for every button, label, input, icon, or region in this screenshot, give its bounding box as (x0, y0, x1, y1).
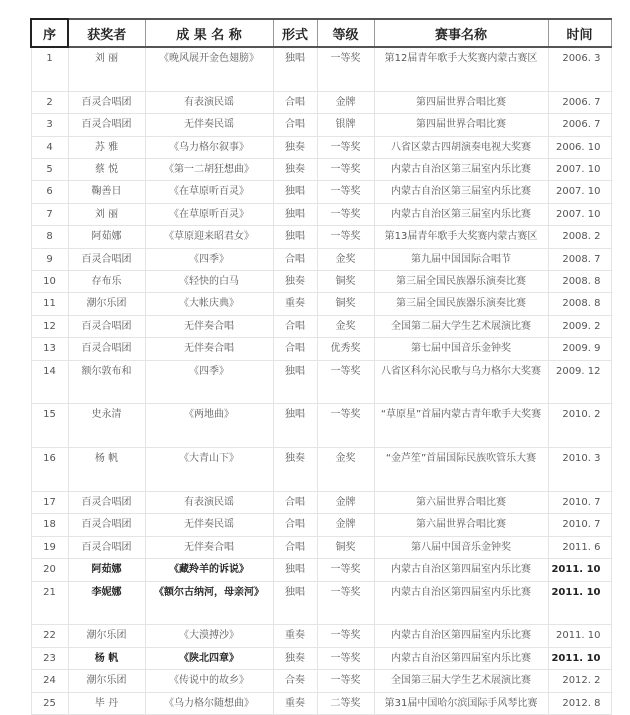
table-row (31, 315, 611, 337)
cell-form: 独唱 (273, 47, 317, 91)
cell-event: 内蒙古自治区第四届室内乐比赛 (374, 559, 548, 581)
cell-no: 1 (31, 47, 68, 91)
cell-form: 独唱 (273, 404, 317, 448)
cell-event: 内蒙古自治区第三届室内乐比赛 (374, 203, 548, 225)
cell-level: 一等奖 (317, 404, 374, 448)
table-row (31, 203, 611, 225)
table-row (31, 248, 611, 270)
cell-event: 第六届世界合唱比赛 (374, 492, 548, 514)
cell-no: 23 (31, 647, 68, 669)
cell-event: 内蒙古自治区第三届室内乐比赛 (374, 181, 548, 203)
table-row (31, 293, 611, 315)
cell-no: 16 (31, 448, 68, 492)
cell-form: 独唱 (273, 226, 317, 248)
cell-no: 17 (31, 492, 68, 514)
cell-form: 合唱 (273, 338, 317, 360)
table-row (31, 404, 611, 448)
cell-time: 2011. 10 (548, 559, 611, 581)
cell-time: 2006. 7 (548, 91, 611, 113)
cell-work: 《在草原听百灵》 (145, 181, 273, 203)
header-seq: 序 (31, 19, 68, 47)
cell-time: 2010. 2 (548, 404, 611, 448)
cell-level: 铜奖 (317, 536, 374, 558)
table-row (31, 559, 611, 581)
table-row (31, 136, 611, 158)
cell-event: 全国第三届大学生艺术展演比赛 (374, 670, 548, 692)
table-row (31, 271, 611, 293)
cell-no: 15 (31, 404, 68, 448)
header-time: 时间 (548, 19, 611, 47)
cell-form: 独唱 (273, 181, 317, 203)
cell-no: 7 (31, 203, 68, 225)
cell-event: 第六届世界合唱比赛 (374, 514, 548, 536)
cell-work: 无伴奏民谣 (145, 114, 273, 136)
header-work: 成 果 名 称 (145, 19, 273, 47)
cell-form: 合唱 (273, 91, 317, 113)
cell-winner: 潮尔乐团 (68, 670, 145, 692)
cell-level: 一等奖 (317, 47, 374, 91)
cell-event: “草原星”首届内蒙古青年歌手大奖赛 (374, 404, 548, 448)
table-body (31, 47, 611, 715)
cell-no: 20 (31, 559, 68, 581)
cell-work: 《四季》 (145, 360, 273, 404)
cell-form: 重奏 (273, 293, 317, 315)
cell-time: 2010. 7 (548, 492, 611, 514)
cell-work: 《乌力格尔叙事》 (145, 136, 273, 158)
cell-level: 一等奖 (317, 647, 374, 669)
cell-work: 无伴奏民谣 (145, 514, 273, 536)
cell-no: 9 (31, 248, 68, 270)
cell-winner: 杨 帆 (68, 647, 145, 669)
cell-form: 合唱 (273, 315, 317, 337)
cell-level: 金牌 (317, 91, 374, 113)
cell-time: 2011. 10 (548, 581, 611, 625)
cell-level: 一等奖 (317, 559, 374, 581)
cell-no: 3 (31, 114, 68, 136)
table-row (31, 159, 611, 181)
cell-level: 二等奖 (317, 692, 374, 714)
cell-winner: 鞠善日 (68, 181, 145, 203)
cell-winner: 百灵合唱团 (68, 114, 145, 136)
cell-time: 2008. 2 (548, 226, 611, 248)
cell-event: 内蒙古自治区第四届室内乐比赛 (374, 625, 548, 647)
cell-form: 独奏 (273, 271, 317, 293)
cell-no: 4 (31, 136, 68, 158)
cell-work: 无伴奏合唱 (145, 338, 273, 360)
cell-level: 铜奖 (317, 293, 374, 315)
cell-no: 25 (31, 692, 68, 714)
cell-work: 《草原迎来昭君女》 (145, 226, 273, 248)
cell-event: 内蒙古自治区第四届室内乐比赛 (374, 581, 548, 625)
cell-form: 合唱 (273, 514, 317, 536)
cell-no: 13 (31, 338, 68, 360)
cell-event: 八省区科尔沁民歌与乌力格尔大奖赛 (374, 360, 548, 404)
cell-form: 独奏 (273, 136, 317, 158)
cell-no: 5 (31, 159, 68, 181)
cell-event: 第31届中国哈尔滨国际手风琴比赛 (374, 692, 548, 714)
cell-work: 有表演民谣 (145, 91, 273, 113)
cell-winner: 百灵合唱团 (68, 315, 145, 337)
cell-form: 独唱 (273, 360, 317, 404)
cell-event: 八省区蒙古四胡演奏电视大奖赛 (374, 136, 548, 158)
cell-event: 第四届世界合唱比赛 (374, 114, 548, 136)
cell-work: 《陕北四章》 (145, 647, 273, 669)
cell-winner: 阿茹娜 (68, 559, 145, 581)
cell-no: 21 (31, 581, 68, 625)
cell-level: 优秀奖 (317, 338, 374, 360)
cell-level: 一等奖 (317, 203, 374, 225)
cell-work: 《额尔古纳河，母亲河》 (145, 581, 273, 625)
cell-level: 一等奖 (317, 181, 374, 203)
cell-no: 8 (31, 226, 68, 248)
table-row (31, 91, 611, 113)
cell-no: 18 (31, 514, 68, 536)
cell-winner: 蔡 悦 (68, 159, 145, 181)
cell-event: 内蒙古自治区第三届室内乐比赛 (374, 159, 548, 181)
cell-form: 独唱 (273, 581, 317, 625)
cell-work: 《四季》 (145, 248, 273, 270)
cell-time: 2010. 7 (548, 514, 611, 536)
cell-time: 2006. 7 (548, 114, 611, 136)
cell-work: 《乌力格尔随想曲》 (145, 692, 273, 714)
cell-winner: 百灵合唱团 (68, 248, 145, 270)
cell-event: 第13届青年歌手大奖赛内蒙古赛区 (374, 226, 548, 248)
cell-event: 第九届中国国际合唱节 (374, 248, 548, 270)
cell-form: 重奏 (273, 692, 317, 714)
cell-work: 《大青山下》 (145, 448, 273, 492)
awards-table (30, 18, 612, 715)
cell-winner: 百灵合唱团 (68, 338, 145, 360)
cell-time: 2009. 2 (548, 315, 611, 337)
cell-winner: 百灵合唱团 (68, 91, 145, 113)
cell-form: 独奏 (273, 647, 317, 669)
table-row (31, 448, 611, 492)
cell-no: 2 (31, 91, 68, 113)
cell-winner: 苏 雅 (68, 136, 145, 158)
cell-winner: 潮尔乐团 (68, 625, 145, 647)
cell-work: 《晚风展开金色翅膀》 (145, 47, 273, 91)
cell-work: 《传说中的故乡》 (145, 670, 273, 692)
cell-winner: 百灵合唱团 (68, 536, 145, 558)
table-row (31, 226, 611, 248)
table-row (31, 360, 611, 404)
cell-level: 一等奖 (317, 136, 374, 158)
cell-work: 《两地曲》 (145, 404, 273, 448)
cell-event: 第三届全国民族器乐演奏比赛 (374, 293, 548, 315)
cell-level: 金牌 (317, 492, 374, 514)
cell-work: 《大帐庆典》 (145, 293, 273, 315)
header-event: 赛事名称 (374, 19, 548, 47)
cell-event: “金芦笙”首届国际民族吹管乐大赛 (374, 448, 548, 492)
header-winner: 获奖者 (68, 19, 145, 47)
cell-time: 2008. 8 (548, 271, 611, 293)
cell-level: 一等奖 (317, 159, 374, 181)
cell-level: 一等奖 (317, 581, 374, 625)
cell-event: 全国第二届大学生艺术展演比赛 (374, 315, 548, 337)
cell-work: 无伴奏合唱 (145, 315, 273, 337)
cell-event: 内蒙古自治区第四届室内乐比赛 (374, 647, 548, 669)
cell-work: 《在草原听百灵》 (145, 203, 273, 225)
table-row (31, 47, 611, 91)
cell-event: 第四届世界合唱比赛 (374, 91, 548, 113)
cell-no: 19 (31, 536, 68, 558)
cell-time: 2010. 3 (548, 448, 611, 492)
cell-level: 金奖 (317, 448, 374, 492)
cell-level: 一等奖 (317, 360, 374, 404)
table-row (31, 492, 611, 514)
cell-winner: 毕 丹 (68, 692, 145, 714)
cell-winner: 史永清 (68, 404, 145, 448)
cell-form: 独奏 (273, 159, 317, 181)
cell-form: 合唱 (273, 114, 317, 136)
cell-work: 《第一二胡狂想曲》 (145, 159, 273, 181)
cell-level: 一等奖 (317, 625, 374, 647)
header-form: 形式 (273, 19, 317, 47)
cell-level: 金牌 (317, 514, 374, 536)
cell-winner: 百灵合唱团 (68, 492, 145, 514)
cell-event: 第八届中国音乐金钟奖 (374, 536, 548, 558)
table-row (31, 625, 611, 647)
cell-form: 合奏 (273, 670, 317, 692)
cell-winner: 百灵合唱团 (68, 514, 145, 536)
cell-form: 独唱 (273, 203, 317, 225)
cell-work: 有表演民谣 (145, 492, 273, 514)
table-row (31, 670, 611, 692)
cell-time: 2009. 12 (548, 360, 611, 404)
cell-winner: 刘 丽 (68, 47, 145, 91)
cell-no: 24 (31, 670, 68, 692)
cell-no: 10 (31, 271, 68, 293)
header-level: 等级 (317, 19, 374, 47)
cell-time: 2011. 10 (548, 647, 611, 669)
cell-no: 14 (31, 360, 68, 404)
cell-time: 2008. 7 (548, 248, 611, 270)
cell-time: 2012. 8 (548, 692, 611, 714)
cell-event: 第七届中国音乐金钟奖 (374, 338, 548, 360)
cell-work: 《大漠搏沙》 (145, 625, 273, 647)
table-row (31, 581, 611, 625)
cell-winner: 刘 丽 (68, 203, 145, 225)
cell-no: 22 (31, 625, 68, 647)
table-row (31, 536, 611, 558)
cell-time: 2007. 10 (548, 159, 611, 181)
cell-form: 独奏 (273, 448, 317, 492)
cell-level: 金奖 (317, 315, 374, 337)
cell-form: 合唱 (273, 492, 317, 514)
table-row (31, 338, 611, 360)
cell-winner: 李妮娜 (68, 581, 145, 625)
header-row (31, 19, 611, 47)
cell-time: 2006. 10 (548, 136, 611, 158)
table-row (31, 114, 611, 136)
cell-winner: 存布乐 (68, 271, 145, 293)
cell-level: 一等奖 (317, 670, 374, 692)
cell-winner: 杨 帆 (68, 448, 145, 492)
cell-winner: 潮尔乐团 (68, 293, 145, 315)
cell-no: 12 (31, 315, 68, 337)
cell-time: 2011. 6 (548, 536, 611, 558)
table-row (31, 514, 611, 536)
cell-event: 第12届青年歌手大奖赛内蒙古赛区 (374, 47, 548, 91)
cell-work: 《藏羚羊的诉说》 (145, 559, 273, 581)
cell-no: 11 (31, 293, 68, 315)
cell-winner: 阿茹娜 (68, 226, 145, 248)
table-row (31, 181, 611, 203)
cell-winner: 额尔敦布和 (68, 360, 145, 404)
cell-work: 无伴奏合唱 (145, 536, 273, 558)
cell-time: 2007. 10 (548, 181, 611, 203)
cell-no: 6 (31, 181, 68, 203)
cell-time: 2012. 2 (548, 670, 611, 692)
cell-work: 《轻快的白马 (145, 271, 273, 293)
cell-time: 2008. 8 (548, 293, 611, 315)
cell-time: 2007. 10 (548, 203, 611, 225)
cell-level: 铜奖 (317, 271, 374, 293)
cell-form: 合唱 (273, 248, 317, 270)
cell-time: 2009. 9 (548, 338, 611, 360)
table-row (31, 647, 611, 669)
cell-level: 一等奖 (317, 226, 374, 248)
cell-form: 合唱 (273, 536, 317, 558)
cell-form: 重奏 (273, 625, 317, 647)
cell-form: 独唱 (273, 559, 317, 581)
cell-level: 金奖 (317, 248, 374, 270)
cell-event: 第三届全国民族器乐演奏比赛 (374, 271, 548, 293)
cell-time: 2006. 3 (548, 47, 611, 91)
cell-time: 2011. 10 (548, 625, 611, 647)
cell-level: 银牌 (317, 114, 374, 136)
